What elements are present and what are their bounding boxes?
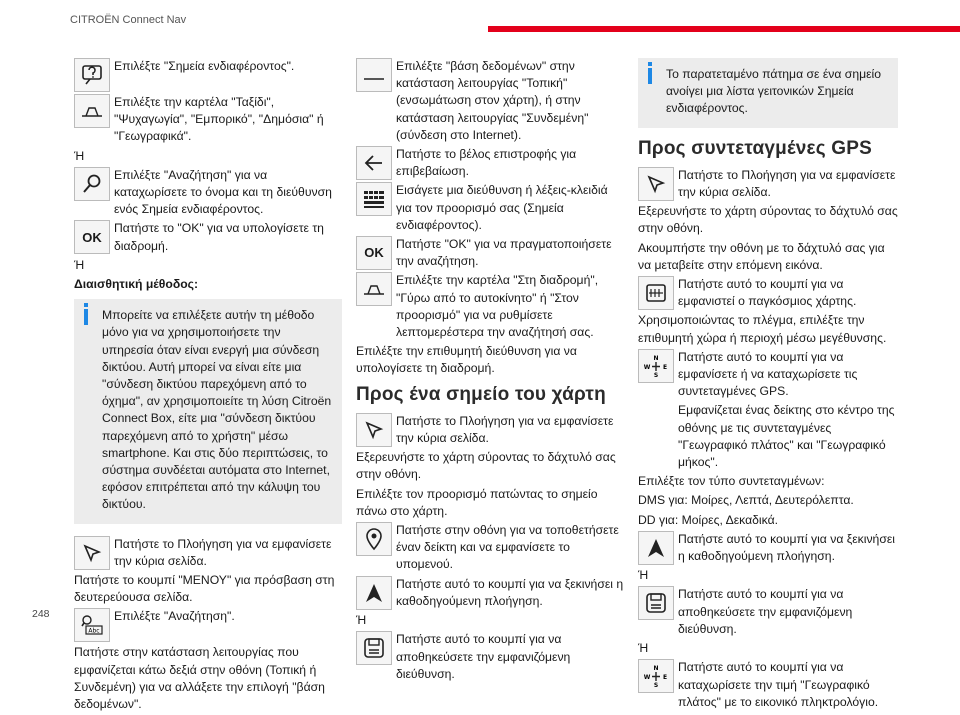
paragraph: Πατήστε το κουμπί "ΜΕΝΟΥ" για πρόσβαση στη δευτερεύουσα σελίδα. — [74, 573, 335, 605]
paragraph: DMS για: Μοίρες, Λεπτά, Δευτερόλεπτα. — [638, 493, 854, 508]
instruction-nav — [356, 413, 624, 447]
column-1 — [74, 58, 342, 715]
instruction-search — [74, 167, 342, 219]
instruction-text: Πατήστε το Πλοήγηση για να εμφανίσετε την κύρια σελίδα. — [678, 167, 896, 200]
section-heading: Προς ένα σημείο του χάρτη — [356, 383, 606, 405]
navigation-icon — [74, 536, 110, 570]
column-2 — [356, 58, 624, 685]
svg-text:W: W — [644, 363, 651, 371]
instruction-coordinates — [638, 402, 898, 471]
instruction-ok — [356, 236, 624, 270]
instruction-keyboard — [356, 182, 624, 234]
paragraph: DD για: Μοίρες, Δεκαδικά. — [638, 512, 779, 527]
map-pin-icon — [356, 522, 392, 556]
keyboard-icon — [356, 182, 392, 216]
compass-icon — [638, 349, 674, 383]
instruction-world-map — [638, 276, 898, 310]
back-arrow-icon — [356, 146, 392, 180]
instruction-text: Επιλέξτε "Σημεία ενδιαφέροντος". — [114, 59, 295, 73]
instruction-text: Επιλέξτε την καρτέλα "Ταξίδι", "Ψυχαγωγία", "Εμπορικό", "Δημόσια" ή "Γεωγραφικά". — [114, 95, 324, 144]
instruction-ok — [74, 220, 342, 254]
instruction-text: Πατήστε στην οθόνη για να τοποθετήσετε έναν δείκτη και να εμφανίσετε το υπομενού. — [396, 523, 619, 572]
info-text: Το παρατεταμένο πάτημα σε ένα σημείο ανοίγει μια λίστα γειτονικών Σημεία ενδιαφέροντος. — [666, 67, 882, 116]
paragraph: Πατήστε στην κατάσταση λειτουργίας που εμφανίζεται κάτω δεξιά στην οθόνη (Τοπική ή Συνδεμένη) για να αλλάξετε την επιλογή "βάση δεδομένων". — [74, 645, 325, 712]
or-text: Ή — [638, 641, 649, 656]
info-text: Μπορείτε να επιλέξετε αυτήν τη μέθοδο μόνο για να χρησιμοποιήσετε την υπηρεσία όταν είναι ενεργή μια σύνδεση δικτύου. Αυτή μπορεί να είναι είτε μια "σύνδεση δικτύου παρεχόμενη από το όχημα", αν χρησιμοποιείτε τη λύση Citroën Connect Box, είτε μια "σύνδεση δικτύου παρεχόμενη από το χρήστη" μέσω smartphone. Και στις δύο περιπτώσεις, το σύστημα συνδέεται αυτόματα στο Internet, εφόσον επιτρέπεται από την κάλυψη του δικτύου. — [102, 308, 332, 512]
instruction-text: Εισάγετε μια διεύθυνση ή λέξεις-κλειδιά για τον προορισμό σας (Σημεία ενδιαφέροντος). — [396, 183, 608, 232]
instruction-back — [356, 146, 624, 180]
instruction-text: Πατήστε το βέλος επιστροφής για επιβεβαίωση. — [396, 147, 577, 179]
svg-text:Abc: Abc — [88, 627, 100, 635]
instruction-database — [356, 58, 624, 144]
paragraph: Εξερευνήστε το χάρτη σύροντας το δάχτυλό σας στην οθόνη. — [638, 204, 898, 236]
running-header: CITROËN Connect Nav — [70, 14, 187, 26]
svg-text:N: N — [653, 354, 659, 362]
instruction-route-tab — [356, 272, 624, 341]
start-guidance-icon — [356, 576, 392, 610]
svg-text:S: S — [653, 682, 659, 689]
paragraph: Επιλέξτε τον προορισμό πατώντας το σημείο πάνω στο χάρτη. — [356, 486, 598, 518]
instruction-text: Επιλέξτε "Αναζήτηση" για να καταχωρίσετε το όνομα και τη διεύθυνση ενός Σημεία ενδιαφέροντος. — [114, 167, 332, 217]
instruction-text: Επιλέξτε την καρτέλα "Στη διαδρομή", "Γύρω από το αυτοκίνητο" ή "Στον προορισμό" για να ρυθμίσετε λεπτομερέστερα την αναζήτησή σας. — [396, 273, 599, 340]
tab-icon — [356, 272, 392, 306]
info-icon — [84, 303, 88, 307]
instruction-poi — [74, 58, 342, 92]
instruction-text: Πατήστε αυτό το κουμπί για να ξεκινήσει η καθοδηγούμενη πλοήγηση. — [396, 576, 624, 608]
instruction-text: Πατήστε το Πλοήγηση για να εμφανίσετε την κύρια σελίδα. — [114, 536, 332, 568]
instruction-text: Επιλέξτε "Αναζήτηση". — [114, 609, 235, 624]
section-heading: Προς συντεταγμένες GPS — [638, 137, 873, 159]
navigation-icon — [638, 167, 674, 201]
instruction-text: Πατήστε αυτό το κουμπί για να καταχωρίσετε την τιμή "Γεωγραφικό πλάτος" με το εικονικό πληκτρολόγιο. — [678, 660, 879, 709]
or-text: Ή — [74, 257, 85, 272]
instruction-text: Πατήστε το "OK" για να υπολογίσετε τη διαδρομή. — [114, 221, 324, 253]
tab-icon — [74, 94, 110, 128]
svg-text:E: E — [662, 363, 668, 371]
search-icon — [74, 167, 110, 201]
instruction-marker — [356, 522, 624, 574]
or-text: Ή — [638, 568, 649, 583]
keyboard-search-icon — [74, 608, 110, 642]
instruction-nav — [74, 536, 342, 570]
instruction-text: Επιλέξτε "βάση δεδομένων" στην κατάσταση λειτουργίας "Τοπική" (ενσωμάτωση στον χάρτη), ή στην κατάσταση λειτουργίας "Συνδεμένη" (σύνδεση στο Internet). — [396, 59, 589, 142]
info-icon — [648, 62, 652, 66]
paragraph: Επιλέξτε την επιθυμητή διεύθυνση για να υπολογίσετε τη διαδρομή. — [356, 344, 577, 376]
instruction-text: Πατήστε αυτό το κουμπί για να ξεκινήσει η καθοδηγούμενη πλοήγηση. — [678, 531, 895, 564]
svg-text:N: N — [653, 665, 659, 673]
info-box — [74, 299, 342, 523]
page-number: 248 — [32, 608, 50, 620]
instruction-save — [638, 586, 898, 638]
instruction-text: Πατήστε "OK" για να πραγματοποιήσετε την αναζήτηση. — [396, 237, 612, 269]
svg-text:S: S — [653, 371, 659, 378]
instruction-text: Πατήστε αυτό το κουμπί για να εμφανιστεί ο παγκόσμιος χάρτης. — [678, 277, 857, 309]
compass-icon — [638, 659, 674, 693]
instruction-text: Πατήστε αυτό το κουμπί για να αποθηκεύσετε την εμφανιζόμενη διεύθυνση. — [396, 632, 571, 681]
paragraph: Χρησιμοποιώντας το πλέγμα, επιλέξτε την επιθυμητή χώρα ή περιοχή μέσω μεγέθυνσης. — [638, 313, 887, 345]
paragraph: Επιλέξτε τον τύπο συντεταγμένων: — [638, 474, 825, 489]
save-icon — [356, 631, 392, 665]
ok-icon: OK — [356, 236, 392, 270]
navigation-icon — [356, 413, 392, 447]
start-guidance-icon — [638, 531, 674, 565]
instruction-search-abc — [74, 608, 342, 642]
instruction-text: Πατήστε αυτό το κουμπί για να αποθηκεύσετε την εμφανιζόμενη διεύθυνση. — [678, 587, 853, 636]
instruction-latitude — [638, 659, 898, 711]
instruction-start — [356, 576, 624, 610]
svg-text:E: E — [662, 674, 668, 682]
ok-icon: OK — [74, 220, 110, 254]
or-text: Ή — [74, 148, 85, 163]
column-3 — [638, 58, 898, 713]
instruction-text: Πατήστε αυτό το κουμπί για να εμφανίσετε ή να καταχωρίσετε τις συντεταγμένες GPS. — [678, 349, 858, 399]
instruction-text: Εμφανίζεται ένας δείκτης στο κέντρο της οθόνης με τις συντεταγμένες "Γεωγραφικό πλάτος" και "Γεωγραφικό μήκος". — [678, 403, 895, 470]
instruction-save — [356, 631, 624, 683]
paragraph: Εξερευνήστε το χάρτη σύροντας το δάχτυλό σας στην οθόνη. — [356, 450, 616, 482]
info-box — [638, 58, 898, 128]
poi-search-icon — [74, 58, 110, 92]
or-text: Ή — [356, 613, 367, 628]
instruction-tabs — [74, 94, 342, 146]
world-map-icon — [638, 276, 674, 310]
instruction-text: Πατήστε το Πλοήγηση για να εμφανίσετε την κύρια σελίδα. — [396, 413, 614, 446]
alt-method-heading: Διαισθητική μέθοδος: — [74, 277, 199, 292]
instruction-nav — [638, 167, 898, 201]
svg-text:W: W — [644, 674, 651, 682]
instruction-gps — [638, 349, 898, 401]
accent-bar — [488, 26, 960, 32]
paragraph: Ακουμπήστε την οθόνη με το δάχτυλό σας για να μεταβείτε στην επόμενη εικόνα. — [638, 240, 885, 272]
instruction-start — [638, 531, 898, 565]
save-icon — [638, 586, 674, 620]
database-icon — [356, 58, 392, 92]
